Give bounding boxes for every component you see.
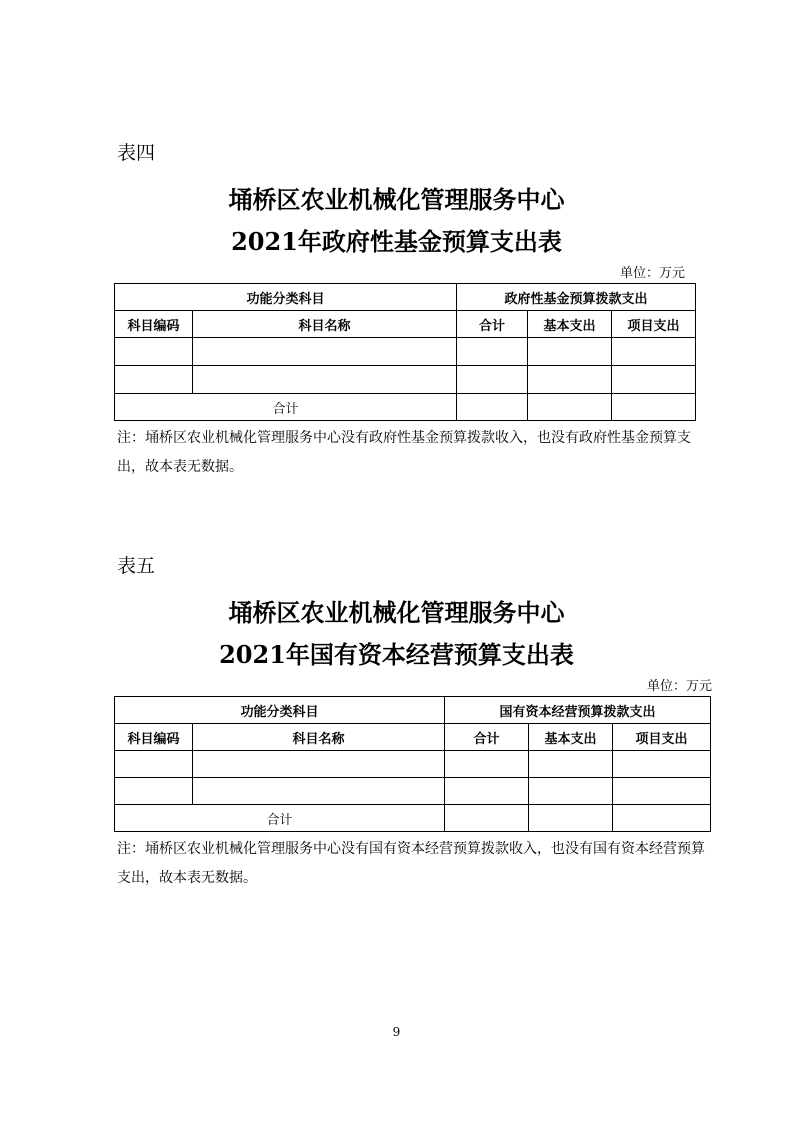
table-cell [529, 805, 613, 832]
table-cell [115, 338, 193, 366]
table5-col-total: 合计 [445, 724, 529, 751]
table5-unit: 单位：万元 [647, 679, 713, 694]
table-cell [528, 338, 612, 366]
table-cell [612, 338, 696, 366]
table-cell [457, 366, 528, 394]
page-number: 9 [392, 1025, 401, 1039]
table4-header-row1 [115, 284, 696, 311]
table-cell [457, 394, 528, 421]
table4-header-appropriation: 政府性基金预算拨款支出 [457, 284, 696, 311]
table5-header-row2 [115, 724, 711, 751]
table-cell [445, 751, 529, 778]
table-row [115, 366, 696, 394]
table4-col-code: 科目编码 [115, 311, 193, 338]
table-cell [445, 778, 529, 805]
table-row [115, 778, 711, 805]
table-cell [445, 805, 529, 832]
table5-header-row1 [115, 697, 711, 724]
table-cell [115, 366, 193, 394]
table4 [114, 283, 696, 421]
table4-label: 表四 [117, 142, 156, 164]
table5 [114, 696, 711, 832]
table-cell [612, 394, 696, 421]
table4-unit: 单位：万元 [620, 266, 686, 281]
table-cell [193, 778, 445, 805]
table-cell [612, 366, 696, 394]
table4-title-line1: 埇桥区农业机械化管理服务中心 [228, 185, 565, 214]
table5-note: 注：埇桥区农业机械化管理服务中心没有国有资本经营预算拨款收入，也没有国有资本经营预算支出，故本表无数据。 [117, 841, 705, 886]
table-cell [115, 778, 193, 805]
table5-title-line1: 埇桥区农业机械化管理服务中心 [228, 598, 565, 627]
table4-col-name: 科目名称 [193, 311, 457, 338]
table5-header-appropriation: 国有资本经营预算拨款支出 [445, 697, 711, 724]
table-cell [613, 778, 711, 805]
table-cell [193, 338, 457, 366]
table4-note: 注：埇桥区农业机械化管理服务中心没有政府性基金预算拨款收入，也没有政府性基金预算支出，故本表无数据。 [117, 430, 691, 475]
table-row [115, 338, 696, 366]
table5-label: 表五 [117, 555, 156, 577]
table-cell [457, 338, 528, 366]
table4-header-functional: 功能分类科目 [115, 284, 457, 311]
table-row [115, 751, 711, 778]
table5-total-row [115, 805, 711, 832]
table-cell [193, 751, 445, 778]
table5-header-functional: 功能分类科目 [115, 697, 445, 724]
table4-col-basic: 基本支出 [528, 311, 612, 338]
table-cell [613, 751, 711, 778]
table5-col-code: 科目编码 [115, 724, 193, 751]
table4-total-row [115, 394, 696, 421]
table5-col-name: 科目名称 [193, 724, 445, 751]
table-cell [528, 394, 612, 421]
table4-col-total: 合计 [457, 311, 528, 338]
table-cell [115, 751, 193, 778]
table-cell [613, 805, 711, 832]
table5-title-line2: 2021年国有资本经营预算支出表 [219, 640, 574, 669]
table4-col-project: 项目支出 [612, 311, 696, 338]
table5-col-basic: 基本支出 [529, 724, 613, 751]
table-cell [193, 366, 457, 394]
table5-total-label: 合计 [115, 805, 445, 832]
table4-total-label: 合计 [115, 394, 457, 421]
table4-header-row2 [115, 311, 696, 338]
table-cell [529, 751, 613, 778]
table-cell [528, 366, 612, 394]
table5-col-project: 项目支出 [613, 724, 711, 751]
table4-title-line2: 2021年政府性基金预算支出表 [231, 227, 562, 256]
table-cell [529, 778, 613, 805]
